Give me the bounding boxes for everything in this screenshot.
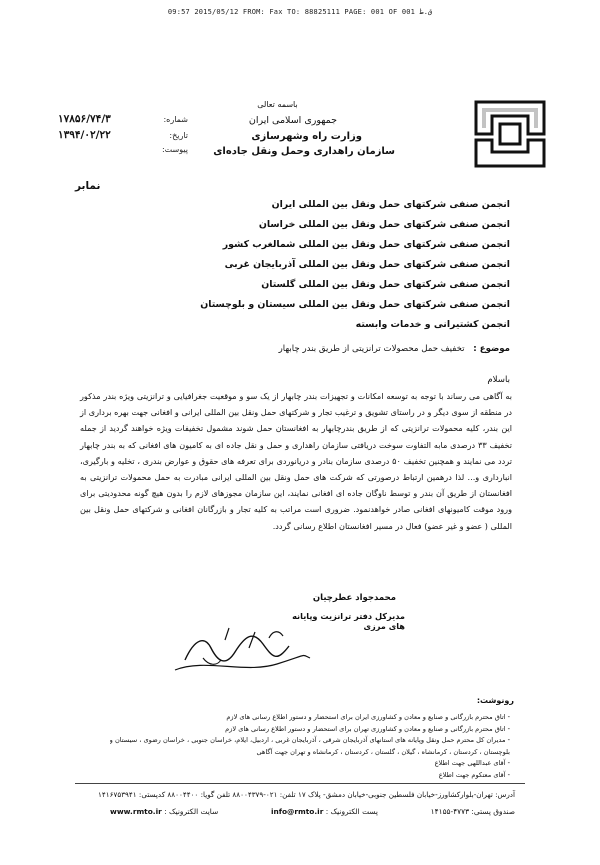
subject-text: تخفیف حمل محصولات ترانزیتی از طریق بندر چابهار xyxy=(278,344,465,354)
basmala: باسمه تعالی xyxy=(257,100,298,109)
organization-name: سازمان راهداری وحمل ونقل جاده‌ای xyxy=(213,146,395,157)
cc-item: - اتاق محترم بازرگانی و صنایع و معادن و کشاورزی تهران برای استحضار و دستور اطلاع رسانی های لازم xyxy=(225,724,510,733)
recipient-item: انجمن صنفی شرکتهای حمل ونقل بین المللی خراسان xyxy=(258,219,510,230)
date-label: تاریخ: xyxy=(169,131,188,140)
date-row xyxy=(58,129,188,145)
cc-item: بلوچستان ، کردستان ، کرمانشاه ، گیلان ، گلستان ، کردستان ، کرمانشاه و تهران جهت آگاهی xyxy=(256,747,510,756)
organization-logo xyxy=(470,96,552,171)
fax-header: 09:57 2015/05/12 FROM: Fax TO: 88825111 PAGE: 001 OF 001 ق.ظ xyxy=(167,8,433,16)
recipient-item: انجمن صنفی شرکتهای حمل ونقل بین المللی ایران xyxy=(271,199,510,210)
cc-item: - مدیران کل محترم حمل ونقل وپایانه های استانهای آذربایجان شرقی ، آذربایجان غربی ، اردبیل، ایلام، خراسان جنوبی ، خراسان رضوی ، سیستان و xyxy=(110,736,510,745)
cc-label: رونوشت: xyxy=(476,696,514,705)
ministry-name: وزارت راه وشهرسازی xyxy=(251,131,362,142)
footer-contacts xyxy=(110,807,515,816)
letter-meta xyxy=(58,113,188,161)
recipient-item: انجمن صنفی شرکتهای حمل ونقل بین المللی گلستان xyxy=(261,279,510,290)
email-link[interactable]: info@rmto.ir xyxy=(270,807,324,816)
subject-label: موضوع : xyxy=(473,344,510,354)
attachment-label: پیوست: xyxy=(161,145,188,154)
recipient-item: انجمن کشتیرانی و خدمات وابسته xyxy=(355,319,510,330)
number-row xyxy=(58,113,188,129)
website-block xyxy=(110,807,218,816)
attachment-row xyxy=(58,145,188,161)
fax-title: نمابر xyxy=(75,180,101,192)
footer-divider xyxy=(75,783,525,784)
footer-address: آدرس: تهران-بلوارکشاورز-خیابان فلسطین جنوبی-خیابان دمشق- پلاک ۱۷ تلفن: ۰۲۱-۸۸۰۰۴۳۷۹ تلفن گویا: ۸۸۰۰۴۴۰۰ کدپستی: ۱۴۱۶۷۵۳۹۴۱ xyxy=(98,790,515,799)
cc-item: - اتاق محترم بازرگانی و صنایع و معادن و کشاورزی ایران برای استحضار و دستور اطلاع رسانی های لازم xyxy=(226,713,510,721)
letter-body: به آگاهی می رساند با توجه به توسعه امکانات و تجهیزات بندر چابهار از یک سو و موقعیت جغرافیایی و ترانزیتی ویژه بندر مذکور در منطقه از سوی دیگر و در راستای تشویق و ترغیب تجار و شرکتهای حمل ونقل بین المللی ایرانی و افغانی جهت بهره برداری از این بندر، کلیه محمولات ترانزیتی که از طریق بندرچابهار به افغانستان حمل شوند مشمول تخفیفات ویژه خواهند گردید از جمله تخفیف ۳۳ درصدی مابه التفاوت سوخت دریافتی سازمان راهداری و حمل و نقل جاده ای به کامیون های افغانی که به بندر چابهار تردد می نمایند و همچنین تخفیف ۵۰ درصدی سازمان بنادر و دریانوردی برای تعرفه های حقوق و عوارض بندری ، تخلیه و بارگیری، انبارداری و... لذا درهمین ارتباط درصورتی که شرکت های حمل ونقل بین المللی ایرانی مبادرت به حمل محمولات ترانزیتی به افغانستان از طریق آن بندر و توسط ناوگان جاده ای افغانی نمایند، این سازمان مجوزهای لازم را بدون هیچ گونه محدودیتی برای ورود موقت کامیونهای افغانی صادر خواهدنمود. ضروری است مراتب به کلیه تجار و بازرگانان افغانی و شرکتهای حمل ونقل بین المللی ( عضو و غیر عضو) فعال در مسیر افغانستان اطلاع رسانی گردد. xyxy=(80,391,512,531)
recipient-list xyxy=(200,195,510,335)
email-block xyxy=(271,807,378,816)
website-label: سایت الکترونیک : xyxy=(164,807,219,816)
number-value: ۱۷۸۵۶/۷۴/۳ xyxy=(58,113,111,125)
salutation: باسلام xyxy=(487,375,510,385)
cc-item: - آقای عبداللهی جهت اطلاع xyxy=(434,759,510,768)
handwritten-signature xyxy=(165,618,315,678)
date-value: ۱۳۹۴/۰۲/۲۲ xyxy=(58,129,111,141)
signer-title: مدیرکل دفتر ترانزیت وپایانه های مرزی xyxy=(292,611,405,631)
country-name: جمهوری اسلامی ایران xyxy=(248,115,337,126)
recipient-item: انجمن صنفی شرکتهای حمل ونقل بین المللی شمالغرب کشور xyxy=(222,239,510,250)
email-label: پست الکترونیک : xyxy=(325,807,378,816)
recipient-item: انجمن صنفی شرکتهای حمل ونقل بین المللی سیستان و بلوچستان xyxy=(200,299,510,310)
signer-name: محمدجواد عطرچیان xyxy=(312,593,396,603)
letterhead xyxy=(205,100,395,157)
recipient-item: انجمن صنفی شرکتهای حمل ونقل بین المللی آذربایجان غربی xyxy=(224,259,510,270)
website-link[interactable]: www.rmto.ir xyxy=(110,807,162,816)
po-box: صندوق پستی: ۴۷۷۳-۱۴۱۵۵ xyxy=(430,807,515,816)
number-label: شماره: xyxy=(163,115,188,124)
cc-item: - آقای معتکوم جهت اطلاع xyxy=(438,770,510,779)
cc-list xyxy=(110,712,510,782)
subject-line xyxy=(170,344,510,354)
